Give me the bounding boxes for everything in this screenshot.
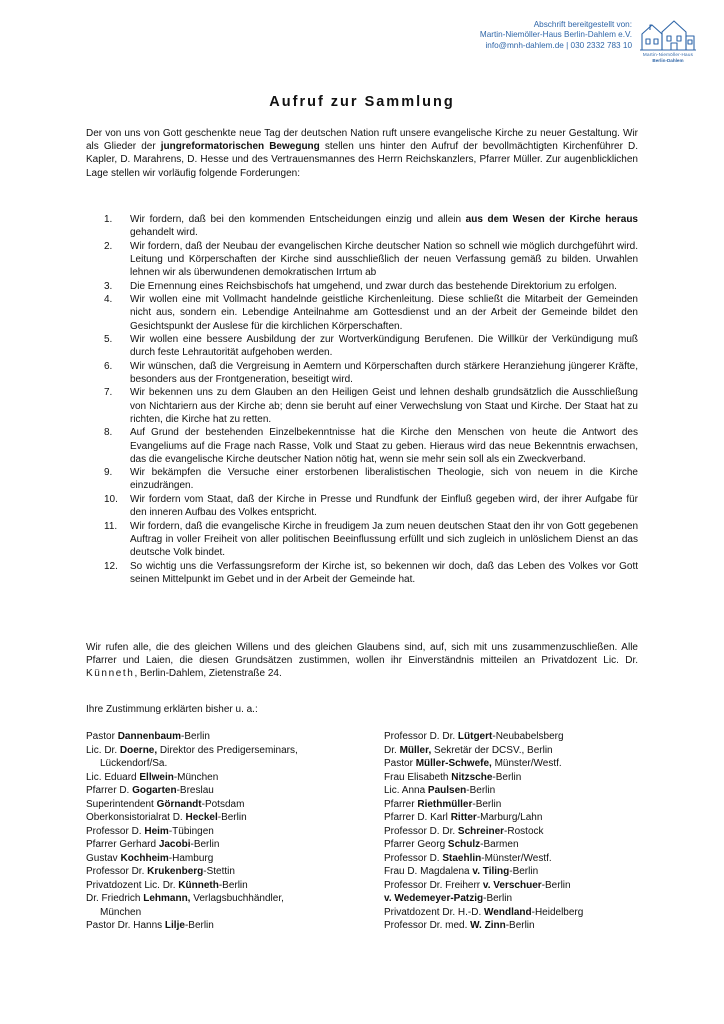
niemoeller-haus-logo [638,16,698,68]
signatory-text: -Berlin [483,893,513,904]
signatory-entry [86,771,376,785]
signatory-text: -Tübingen [168,825,214,837]
signatory-text: -Berlin [509,866,539,877]
signatory-name: Wendland [484,906,532,918]
signatory-name: Riethmüller [417,798,473,810]
signatory-entry [384,811,674,825]
demand-item [86,386,638,426]
signatory-text: Privatdozent Dr. H.-D. [384,906,485,918]
signatory-text: Direktor des Predigerseminars, [157,744,298,756]
signatory-name: v. Tiling [472,866,510,877]
demand-item [86,213,638,239]
signatory-name: Ellwein [139,771,174,783]
signatory-text: -Berlin [218,879,248,891]
document-title: Aufruf zur Sammlung [269,94,455,110]
signatory-text: Münster/Westf. [491,758,562,769]
signatory-text: Professor D. [384,852,443,864]
signatory-text: -München [173,771,219,783]
signatory-name: v. Verschuer [482,879,542,891]
signatory-entry [384,852,674,866]
signatory-text: -Berlin [492,771,522,783]
signatory-entry [86,838,376,852]
signatory-name: Dannenbaum [117,731,182,742]
signatory-entry [86,825,376,839]
demand-item [86,466,638,492]
signatory-name: Heim [144,825,169,837]
signatory-name: Jacobi [158,839,191,850]
signatory-text: Professor Dr. [86,866,148,877]
intro-text: Der von uns von Gott geschenkte neue Tag der deutschen Nation ruft unsere evangelische Kirche zu neuer Gestaltung. Wir als Glieder der [86,128,638,153]
signatory-text: Pfarrer Georg [384,839,448,850]
signatory-text: Lückendorf/Sa. [100,758,168,769]
credit-contact: info@mnh-dahlem.de | 030 2332 783 10 [485,40,632,50]
signatory-text: -Hamburg [168,852,214,864]
signatory-text: Lic. Eduard [86,771,140,783]
signatory-text: Pfarrer [384,798,418,810]
signatory-text: Professor Dr. med. [384,920,471,931]
demand-number: 8. [104,427,113,439]
signatories-left-column [86,730,376,933]
demand-text: Wir fordern vom Staat, daß der Kirche in Presse und Rundfunk der Einfluß gegeben wird, der ihrer Aufgabe für den inneren Aufbau des Volkes entspricht. [130,493,638,519]
signatory-entry [384,892,674,906]
signatory-entry [384,879,674,893]
signatory-name: Paulsen [427,785,467,796]
signatory-text: -Barmen [480,839,519,850]
signatory-text: -Rostock [504,825,544,837]
signatory-text: Pfarrer D. [86,785,133,796]
signatory-text: -Stettin [203,866,235,877]
demand-number: 9. [104,467,113,479]
signatory-name: Ritter [450,812,477,823]
signatories-right-column [384,730,674,933]
demand-item [86,360,638,386]
signatory-text: Pastor [384,758,416,769]
signatory-text: Pastor Dr. Hanns [86,920,165,931]
signatory-name: Staehlin [442,852,482,864]
signatory-text: -Berlin [184,920,214,931]
signatory-entry [86,757,376,771]
call-text: Wir rufen alle, die des gleichen Willens und des gleichen Glaubens sind, auf, sich mit uns zusammenzuschließen. Alle Pfarrer und Laien, die diesen Grundsätzen zustimmen, wollen ihr Einverständnis mitteilen an Privatdozent Lic. Dr. [86,642,638,667]
signatory-text: Professor D. [86,825,145,837]
demand-item [86,426,638,466]
demand-number: 2. [104,240,113,252]
signatory-text: Professor D. Dr. [384,825,458,837]
signatory-name: Krukenberg [147,866,204,877]
logo-subcaption: Berlin-Dahlem [652,58,684,63]
demand-text: Wir wollen eine bessere Ausbildung der zur Wortverkündigung Berufenen. Die Willkür der Verkündigung muß durch feste Lehrautorität aufgehoben werden. [130,334,638,359]
signatory-text: -Berlin [472,798,502,810]
demand-number: 7. [104,387,113,399]
signatory-text: -Berlin [190,839,220,850]
signatory-text: Dr. Friedrich [86,893,144,904]
demand-item [86,493,638,519]
intro-paragraph [86,127,638,180]
signatory-entry [384,919,674,933]
signatory-entry [384,838,674,852]
signatory-text: -Berlin [181,731,210,742]
contact-name: Künneth [86,668,135,680]
demand-number: 12. [104,560,118,572]
signatory-entry [86,879,376,893]
demand-number: 5. [104,334,113,346]
signatory-entry [384,730,674,744]
signatory-name: Müller-Schwefe, [415,758,492,769]
signatory-name: Gogarten [132,785,177,796]
demands-list [86,213,638,586]
signatory-text: Professor D. Dr. [384,731,458,742]
signatory-text: Superintendent [86,798,157,810]
signatory-text: Pfarrer D. Karl [384,812,451,823]
signatory-entry [384,771,674,785]
signatory-name: Müller, [399,744,432,756]
signatory-entry [86,730,376,744]
signatory-entry [86,892,376,906]
signatory-entry [384,798,674,812]
signatory-text: -Potsdam [201,798,245,810]
signatory-entry [86,744,376,758]
intro-emphasis: jungreformatorischen Bewegung [160,141,320,153]
signatory-entry [384,825,674,839]
signatory-text: Professor Dr. Freiherr [384,879,483,891]
demand-number: 10. [104,493,118,505]
signatory-entry [384,906,674,920]
signatory-text: Pfarrer Gerhard [86,839,159,850]
demand-item [86,520,638,560]
demand-text: Wir fordern, daß die evangelische Kirche in freudigem Ja zum neuen deutschen Staat den ihr von Gott gegebenen Auftrag in voller Freiheit von aller politischen Beeinflussung erfüllt und sich zugleich in unlöslichem Dienst an das deutsche Volk bindet. [130,520,638,559]
signatory-name: Schulz [447,839,481,850]
demand-text: Wir bekennen uns zu dem Glauben an den Heiligen Geist und lehnen deshalb grundsätzlich die Ausschließung von Nichtariern aus der Kirche ab; denn sie beruht auf einer Verwechslung von Staat und Kirche. Der Staat hat zu richten, die Kirche hat zu retten. [130,387,638,425]
signatory-text: Frau D. Magdalena [384,866,473,877]
signatory-name: v. Wedemeyer-Patzig [384,893,484,904]
demand-item [86,333,638,359]
house-logo-icon [638,16,698,52]
demand-item [86,293,638,333]
signatory-name: Görnandt [156,798,202,810]
demand-item [86,240,638,280]
call-paragraph [86,641,638,681]
signatory-text: -Berlin [217,812,247,823]
demand-text: So wichtig uns die Verfassungsreform der Kirche ist, so bekennen wir doch, daß das Leben des Volkes vor Gott seinen Mittelpunkt im Gebet und in der Arbeit der Gemeinde hat. [130,560,638,585]
call-text: , Berlin-Dahlem, Zietenstraße 24. [134,668,282,680]
signatory-text: Privatdozent Lic. Dr. [86,879,179,891]
signatory-name: Schreiner [457,825,505,837]
demand-emphasis: aus dem Wesen der Kirche heraus [465,214,638,225]
signatory-entry [86,798,376,812]
intro-text: stellen uns hinter den Aufruf der bevollmächtigten Kirchenführer D. Kapler, D. Marahrens, D. Hesse und des Vertrauensmannes des Herrn Reichskanzlers, Pfarrer Müller. Zur augenblicklichen Lage stellen wir vorläufig folgende Forderungen: [86,141,639,179]
archive-header [458,16,698,70]
signatory-entry [86,906,376,920]
demand-number: 4. [104,294,113,306]
signatory-entry [384,865,674,879]
signatory-text: München [100,906,142,918]
signatory-name: Nitzsche [451,771,493,783]
signatory-text: Frau Elisabeth [384,771,452,783]
logo-caption: Martin-Niemöller-Haus [642,52,694,57]
signatory-name: Lehmann, [143,893,191,904]
demand-text: Wir fordern, daß bei den kommenden Entscheidungen einzig und allein [130,214,466,225]
signatory-entry [86,784,376,798]
demand-number: 1. [104,214,113,225]
demand-text: Wir wollen eine mit Vollmacht handelnde geistliche Kirchenleitung. Diese schließt die Mitarbeit der Gemeinden nicht aus, sondern ein. Lebendige Anteilnahme am Gottesdienst und an der Arbeit der Gemeinde bildet den Gesichtspunkt der Auslese für die kirchlichen Körperschaften. [130,294,638,332]
signatory-name: Kochheim [120,852,169,864]
signatory-text: Lic. Dr. [86,744,120,756]
demand-number: 6. [104,360,113,372]
signatory-name: Heckel [185,812,218,823]
signatory-text: -Breslau [176,785,214,796]
demand-text: Wir fordern, daß der Neubau der evangelischen Kirche deutscher Nation so schnell wie möglich durchgeführt wird. Leitung und Körperschaften der Kirche sind ausschließlich der neuen Verfassung gemäß zu bilden. Urwahlen lehnen wir als überwundenen demokratischen Irrtum ab [130,240,638,279]
signatory-text: -Heidelberg [531,906,584,918]
signatory-entry [384,744,674,758]
signatory-text: -Neubabelsberg [492,731,564,742]
signatories-heading: Ihre Zustimmung erklärten bisher u. a.: [86,704,258,715]
signatory-entry [384,784,674,798]
credit-organisation: Martin-Niemöller-Haus Berlin-Dahlem e.V. [479,30,632,40]
signatory-entry [86,811,376,825]
demand-text: Auf Grund der bestehenden Einzelbekenntnisse hat die Kirche den Menschen von heute die Antwort des Evangeliums auf die Frage nach Rasse, Volk und Staat zu geben. Hieraus wird das neue Bekenntnis erwachsen, das die evangelische Kirche deutscher Nation nötig hat, wenn sie mehr sein soll als ein Zweckverband. [130,427,638,465]
demand-number: 3. [104,280,113,292]
signatory-text: -Münster/Westf. [481,852,552,864]
credit-line: Abschrift bereitgestellt von: [533,20,632,29]
signatory-text: Sekretär der DCSV., Berlin [431,744,553,756]
demand-text: Wir wünschen, daß die Vergreisung in Aemtern und Körperschaften durch stärkere Heranziehung jüngerer Kräfte, besonders aus der Frontgeneration, beseitigt wird. [130,360,638,385]
signatory-name: W. Zinn [470,920,506,931]
signatory-text: Gustav [86,852,121,864]
signatory-entry [384,757,674,771]
demand-item [86,560,638,586]
demand-text: Wir bekämpfen die Versuche einer erstorbenen liberalistischen Theologie, sich von neuem in die Kirche einzudrängen. [130,467,638,492]
signatory-text: -Marburg/Lahn [476,812,543,823]
signatory-entry [86,865,376,879]
signatory-text: Dr. [384,744,400,756]
signatory-text: Oberkonsistorialrat D. [86,812,186,823]
signatory-entry [86,919,376,933]
archive-credit [412,20,632,51]
demand-text: Die Ernennung eines Reichsbischofs hat umgehend, und zwar durch das bestehende Direktorium zu erfolgen. [130,280,617,292]
demand-item [86,280,638,293]
signatory-text: Pastor [86,731,118,742]
signatory-text: -Berlin [505,920,535,931]
signatory-name: Lilje [164,920,185,931]
demand-text: gehandelt wird. [130,227,198,239]
signatory-name: Doerne, [119,744,158,756]
signatory-text: Verlagsbuchhändler, [190,893,284,904]
demand-number: 11. [104,520,118,532]
signatory-text: Lic. Anna [384,785,428,796]
signatory-text: -Berlin [466,785,496,796]
signatory-name: Lütgert [457,731,493,742]
signatory-entry [86,852,376,866]
signatory-name: Künneth [178,879,219,891]
signatory-text: -Berlin [541,879,571,891]
